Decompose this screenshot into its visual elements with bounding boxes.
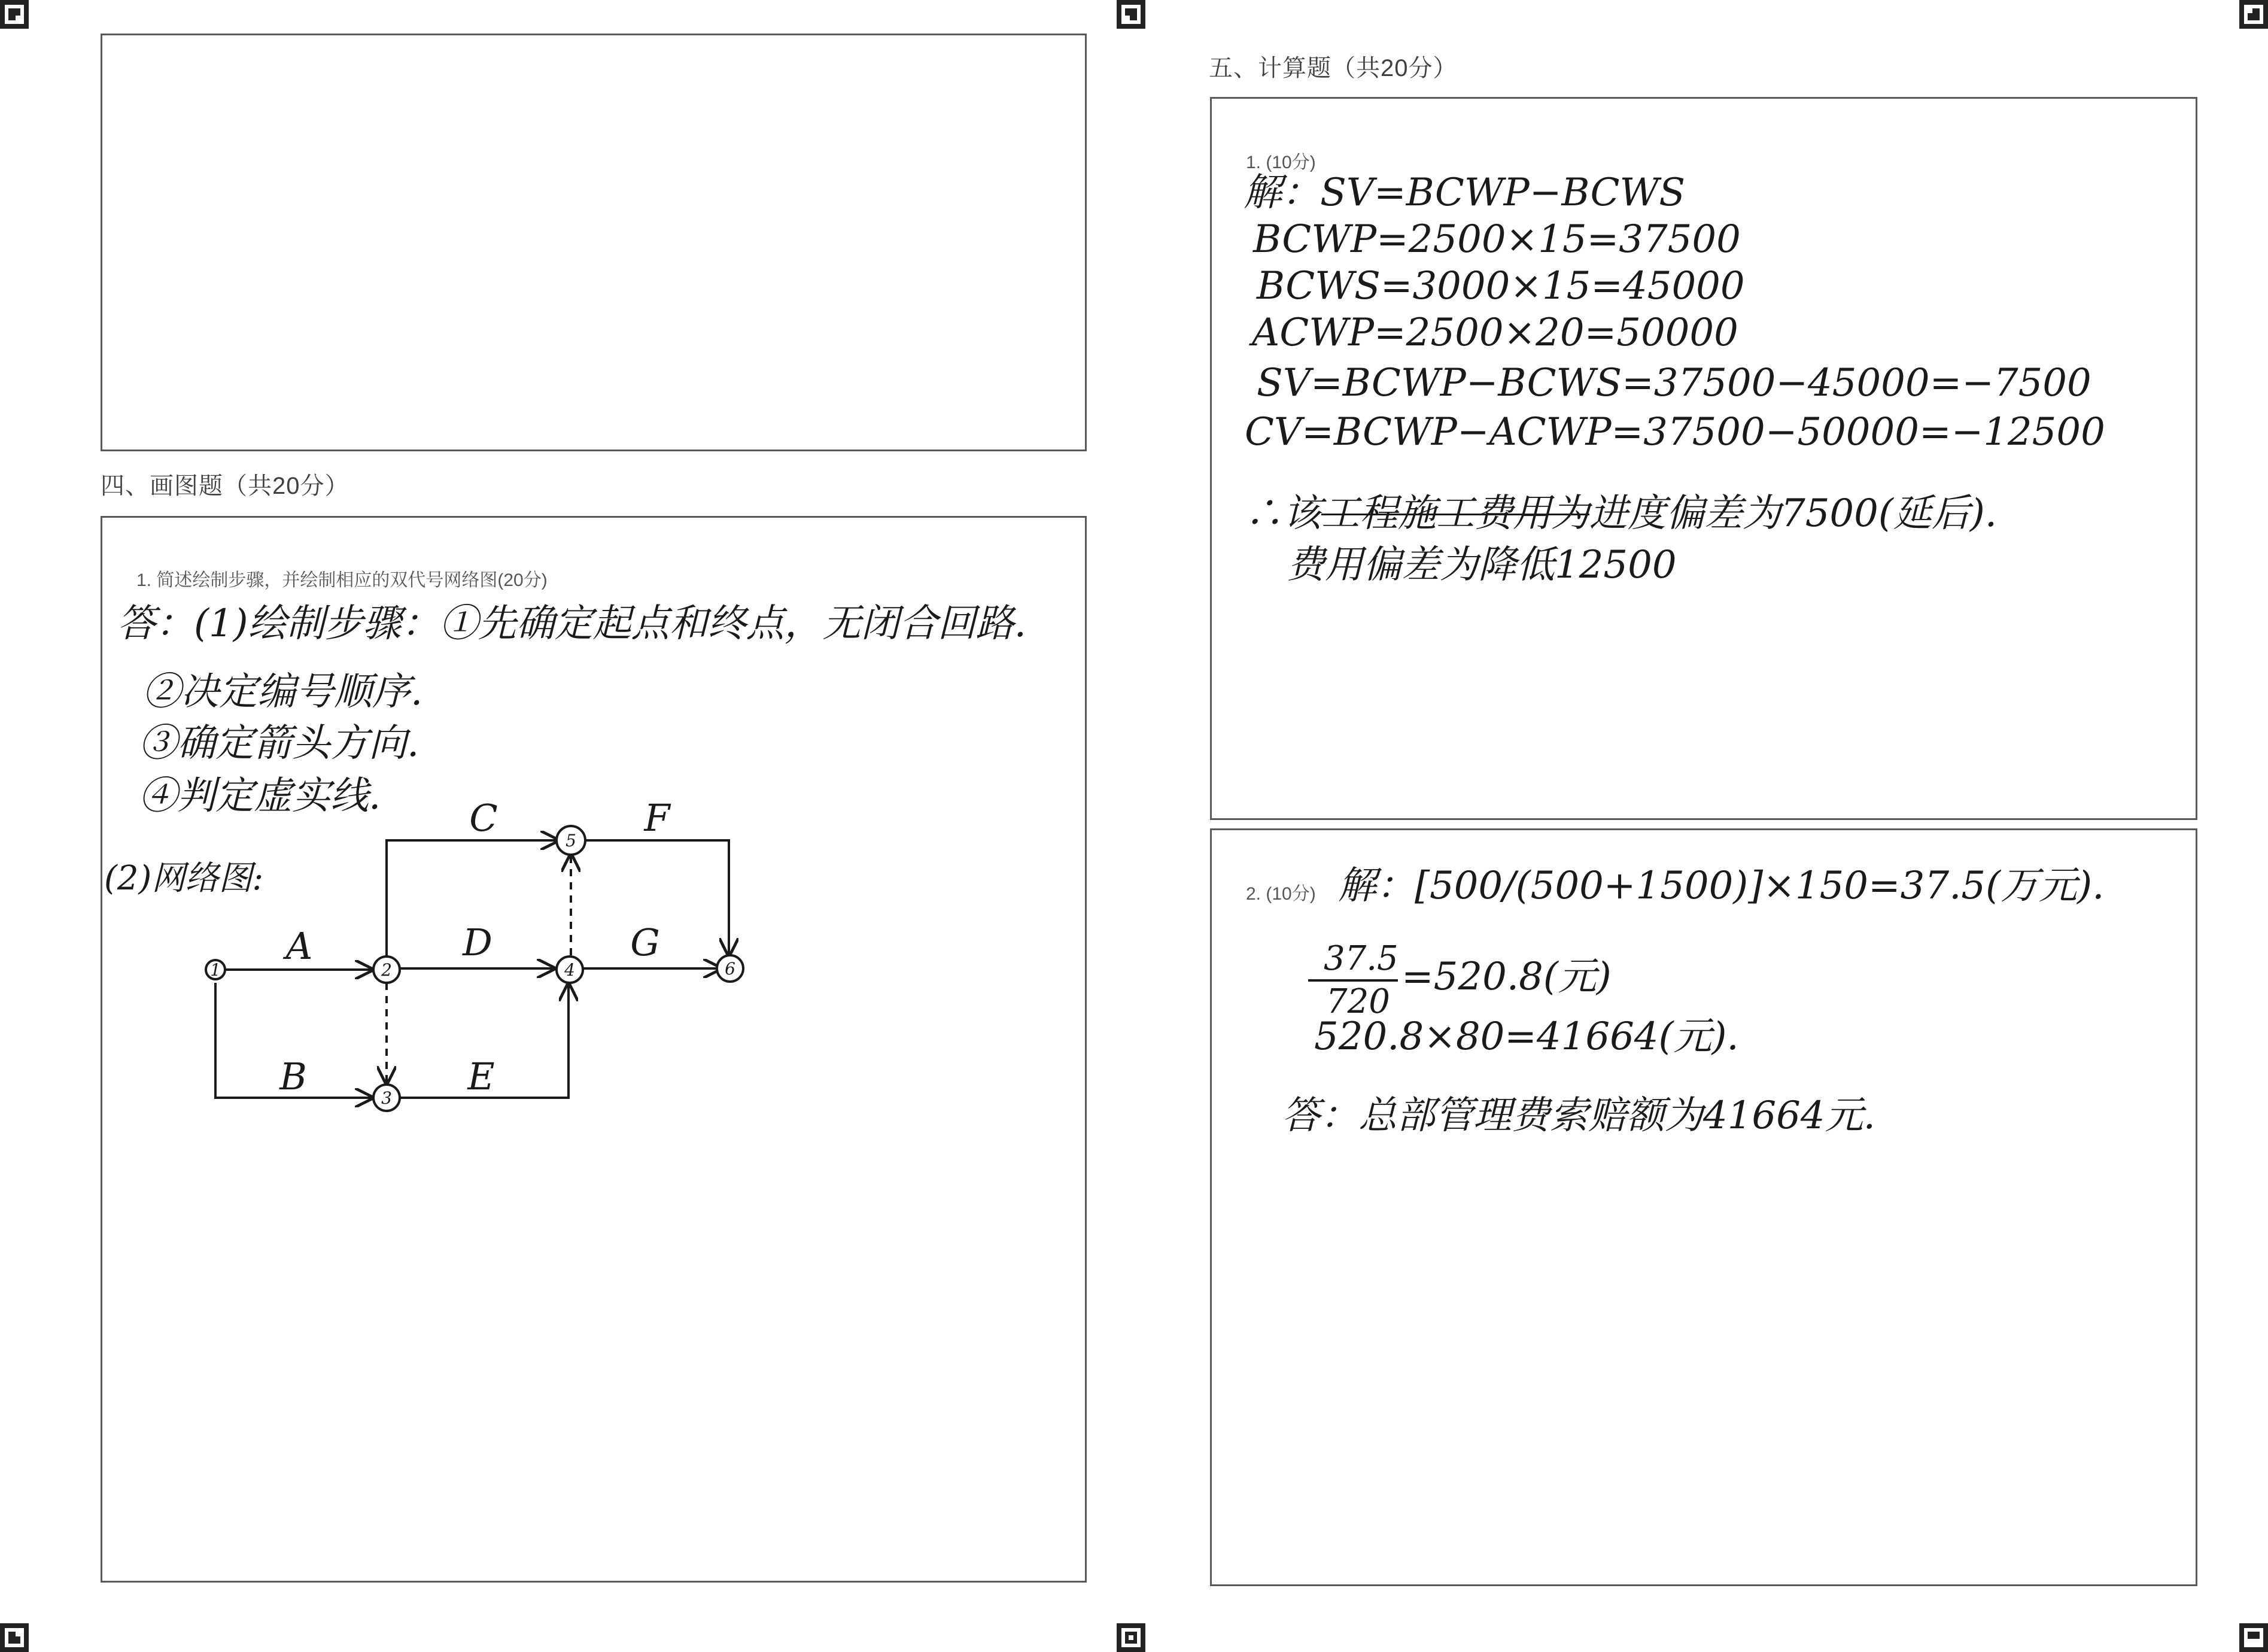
- network-diagram-title: (2)网络图:: [104, 859, 264, 898]
- q2-fraction-bar: [1308, 979, 1398, 982]
- corner-marker-top-right: [2239, 0, 2268, 29]
- q2-fraction-denominator: 720: [1326, 982, 1390, 1021]
- corner-marker-top-left: [0, 0, 29, 29]
- answer-step-line-1: 答：(1)绘制步骤：①先确定起点和终点，无闭合回路.: [117, 602, 1026, 646]
- q1-conclusion-line-1: [1245, 491, 1998, 536]
- node-label-1: 1: [210, 960, 221, 980]
- node-label-2: 2: [381, 960, 392, 980]
- calc-q2-label: 2. (10分): [1246, 884, 1316, 904]
- q1-line-6: CV=BCWP−ACWP=37500−50000=−12500: [1245, 410, 2105, 454]
- answer-step-line-4: ④判定虚实线.: [139, 774, 381, 818]
- previous-answer-box: [101, 34, 1087, 451]
- network-diagram: [191, 790, 790, 1137]
- q1-line-3: BCWS=3000×15=45000: [1257, 264, 1745, 308]
- section-four-heading: 四、画图题（共20分）: [101, 473, 349, 499]
- q1-conclusion-line-2: 费用偏差为降低12500: [1287, 543, 1677, 587]
- center-marker-bottom: [1117, 1623, 1145, 1652]
- node-label-3: 3: [381, 1088, 392, 1108]
- q1-line-4: ACWP=2500×20=50000: [1252, 311, 1738, 355]
- q2-fraction-numerator: 37.5: [1324, 939, 1399, 978]
- q2-fraction: [1308, 939, 1399, 1021]
- q1-line-2: BCWP=2500×15=37500: [1253, 217, 1741, 262]
- q1-conclusion-struck-text: 工程施工费用为: [1321, 491, 1589, 536]
- calc-q1-label: 1. (10分): [1246, 153, 1316, 172]
- q1-conclusion-prefix: ∴该: [1245, 491, 1321, 536]
- corner-marker-bottom-left: [0, 1623, 29, 1652]
- q1-line-5: SV=BCWP−BCWS=37500−45000=−7500: [1257, 361, 2091, 405]
- corner-marker-bottom-right: [2239, 1623, 2268, 1652]
- center-marker-top: [1117, 0, 1145, 29]
- answer-step-line-3: ③确定箭头方向.: [139, 721, 419, 766]
- activity-label-e: E: [467, 1055, 495, 1098]
- activity-label-c: C: [469, 796, 498, 840]
- q2-line-1: 解：[500/(500+1500)]×150=37.5(万元).: [1338, 864, 2105, 908]
- node-label-6: 6: [725, 959, 735, 979]
- activity-label-b: B: [279, 1055, 307, 1098]
- node-label-4: 4: [564, 960, 575, 980]
- activity-label-a: A: [285, 924, 313, 968]
- drawing-question-text: 1. 简述绘制步骤，并绘制相应的双代号网络图(20分): [136, 570, 548, 590]
- q2-line-4: 答：总部管理费索赔额为41664元.: [1282, 1094, 1875, 1138]
- q1-conclusion-rest: 进度偏差为7500(延后).: [1589, 491, 1998, 536]
- section-five-heading: 五、计算题（共20分）: [1209, 55, 1458, 81]
- q2-fraction-result: =520.8(元): [1401, 955, 1612, 999]
- q1-line-1: 解：SV=BCWP−BCWS: [1244, 171, 1686, 215]
- activity-label-g: G: [630, 921, 660, 964]
- node-label-5: 5: [566, 831, 576, 851]
- activity-label-f: F: [644, 796, 670, 840]
- q2-line-3: 520.8×80=41664(元).: [1314, 1015, 1739, 1059]
- activity-label-d: D: [463, 921, 492, 964]
- answer-step-line-2: ②决定编号顺序.: [142, 670, 423, 714]
